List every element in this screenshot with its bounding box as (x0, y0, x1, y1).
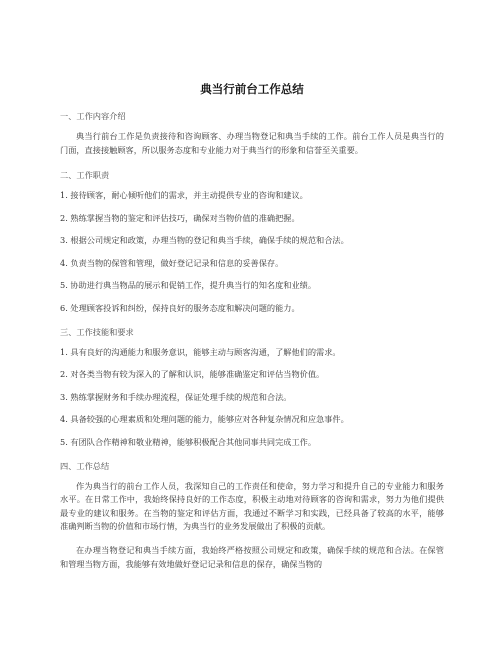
list-item: 1. 具有良好的沟通能力和服务意识，能够主动与顾客沟通，了解他们的需求。 (60, 346, 341, 357)
list-item: 3. 熟练掌握财务和手续办理流程，保证处理手续的规范和合法。 (60, 391, 292, 402)
list-item: 5. 协助进行典当物品的展示和促销工作，提升典当行的知名度和业绩。 (60, 280, 317, 291)
list-item: 2. 对各类当物有较为深入的了解和认识，能够准确鉴定和评估当物价值。 (60, 369, 325, 380)
section-heading: 三、工作技能和要求 (60, 326, 134, 337)
list-item: 4. 具备较强的心理素质和处理问题的能力，能够应对各种复杂情况和应急事件。 (60, 414, 349, 425)
list-item: 6. 处理顾客投诉和纠纷，保持良好的服务态度和解决问题的能力。 (60, 302, 300, 313)
document-title: 典当行前台工作总结 (200, 82, 304, 96)
list-item: 2. 熟练掌握当物的鉴定和评估技巧，确保对当物价值的准确把握。 (60, 212, 300, 223)
section-duties (60, 169, 444, 314)
paragraph: 作为典当行的前台工作人员，我深知自己的工作责任和使命，努力学习和提升自己的专业能力和服务水平。在日常工作中，我始终保持良好的工作态度，积极主动地对待顾客的咨询和需求，努力为他们提供最专业的建议和服务。在当物的鉴定和评估方面，我通过不断学习和实践，已经具备了较高的水平，能够准确判断当物的价值和市场行情，为典当行的业务发展做出了积极的贡献。 (60, 480, 444, 532)
list-item: 1. 接待顾客，耐心倾听他们的需求，并主动提供专业的咨询和建议。 (60, 190, 308, 201)
section-heading: 二、工作职责 (60, 170, 110, 181)
list-item: 3. 根据公司规定和政策，办理当物的登记和典当手续，确保手续的规范和合法。 (60, 235, 349, 246)
paragraph: 在办理当物登记和典当手续方面，我始终严格按照公司规定和政策，确保手续的规范和合法。在保管和管理当物方面，我能够有效地做好登记记录和信息的保存，确保当物的 (60, 545, 444, 569)
section-skills (60, 326, 444, 448)
section-heading: 四、工作总结 (60, 460, 110, 471)
paragraph: 典当行前台工作是负责接待和咨询顾客、办理当物登记和典当手续的工作。前台工作人员是典当行的门面，直接接触顾客，所以服务态度和专业能力对于典当行的形象和信誉至关重要。 (60, 131, 444, 155)
duties-list (60, 189, 444, 314)
section-heading: 一、工作内容介绍 (60, 111, 126, 121)
list-item: 5. 有团队合作精神和敬业精神，能够积极配合其他同事共同完成工作。 (60, 436, 317, 447)
section-summary (60, 460, 444, 572)
list-item: 4. 负责当物的保管和管理，做好登记记录和信息的妥善保存。 (60, 257, 284, 268)
skills-list (60, 346, 444, 448)
section-intro (60, 110, 444, 157)
